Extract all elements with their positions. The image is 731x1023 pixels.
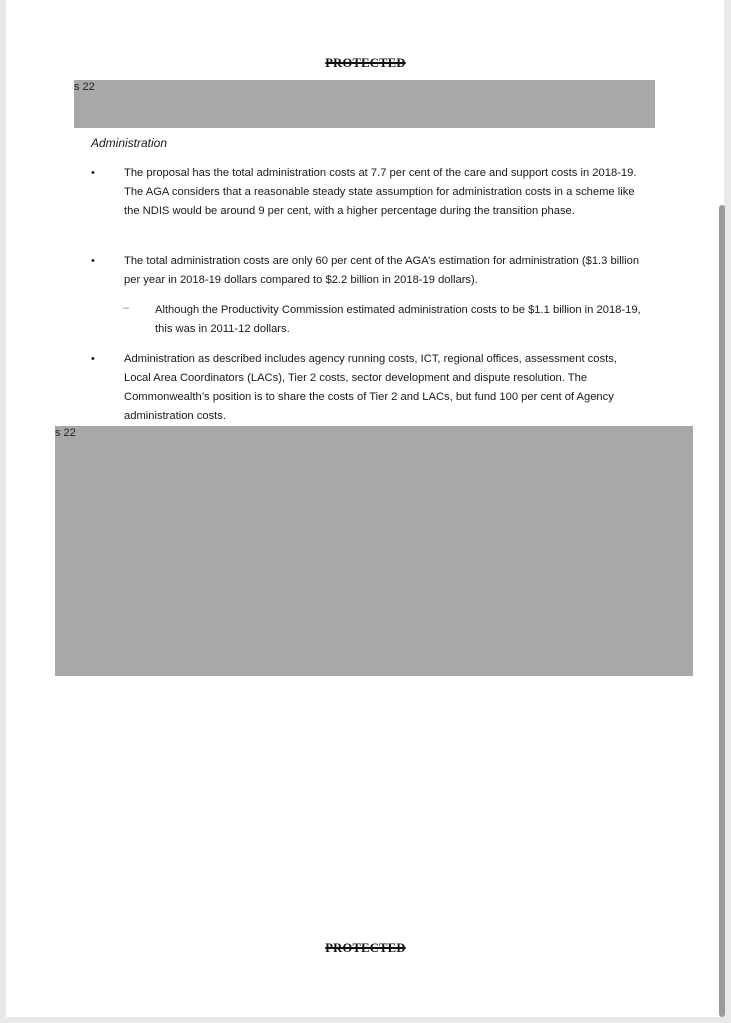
sub-bullet-marker: – [123,302,130,314]
section-heading: Administration [91,136,168,150]
bullet-paragraph-2: The total administration costs are only 60 per cent of the AGA’s estimation for administration ($1.3 billion per year in 2018-19 dollars compared to $2.2 billion in 2018-19 dollars). [124,255,640,286]
vertical-scrollbar[interactable] [719,205,725,1017]
redaction-label-top: s 22 [74,81,95,93]
redaction-block-top [74,80,655,128]
bullet-marker-1: • [91,167,95,179]
bullet-marker-2: • [91,255,95,267]
redaction-label-large: s 22 [55,427,76,439]
sub-bullet-paragraph: Although the Productivity Commission estimated administration costs to be $1.1 billion in 2018-19, this was in 2011-12 dollars. [155,304,641,335]
header-protective-marking: PROTECTED [325,56,406,70]
bullet-paragraph-3: Administration as described includes agency running costs, ICT, regional offices, assessment costs, Local Area Coordinators (LACs), Tier 2 costs, sector development and dispute resolution. The Commonwealth’s position is to share the costs of Tier 2 and LACs, but fund 100 per cent of Agency administration costs. [124,353,617,422]
bullet-marker-3: • [91,353,95,365]
bullet-paragraph-1: The proposal has the total administration costs at 7.7 per cent of the care and support costs in 2018-19. The AGA considers that a reasonable steady state assumption for administration costs in a scheme like the NDIS would be around 9 per cent, with a higher percentage during the transition phase. [124,167,637,217]
footer-protective-marking: PROTECTED [325,941,406,955]
redaction-block-large [55,426,693,676]
